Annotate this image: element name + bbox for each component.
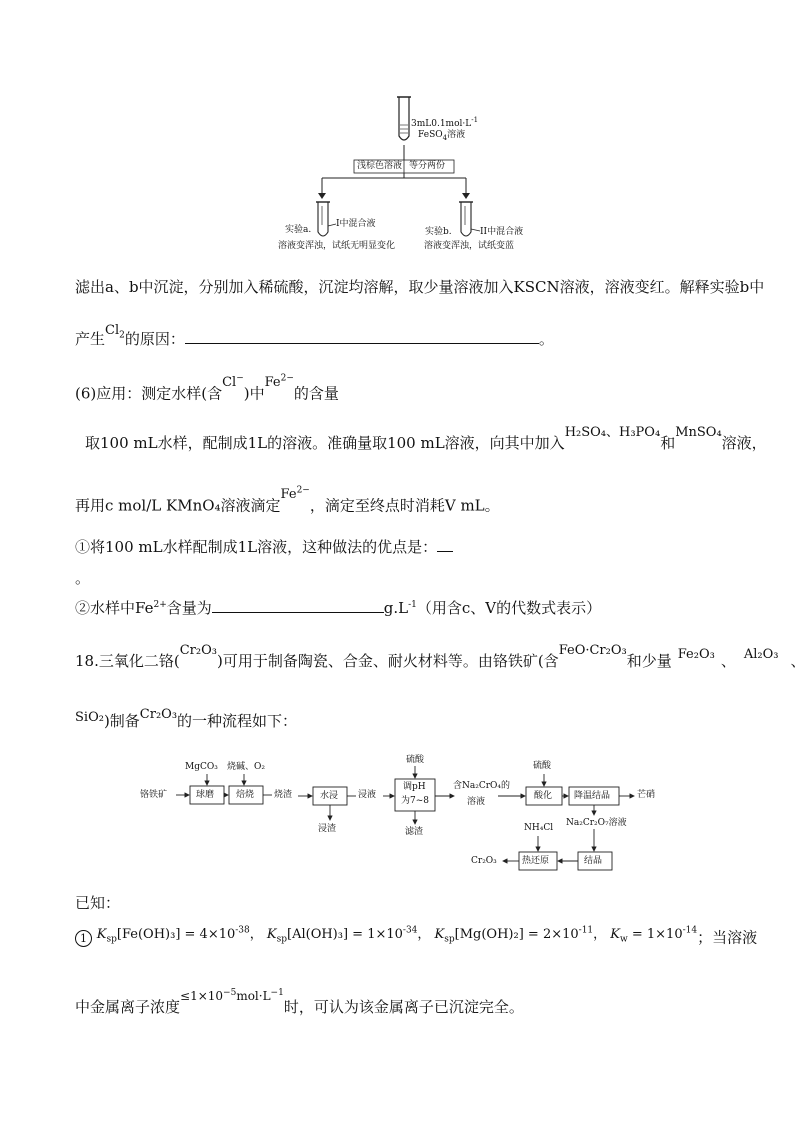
experiment-a-mix: I中混合液	[336, 219, 376, 229]
line-application: (6)应用：测定水样(含Cl−)中$Fe^{2-}$的含量	[75, 374, 339, 403]
circle-number-icon: 1	[75, 930, 92, 947]
flow-sulfuric-acid-1: 硫酸	[406, 755, 425, 765]
question-2: ②水样中$Fe^{2+}$含量为 $g.L^{-1}$（用含c、V的代数式表示）	[75, 599, 602, 617]
split-label: 浅棕色溶液	[357, 161, 403, 171]
line-filter-precipitate: 滤出a、b中沉淀，分别加入稀硫酸，沉淀均溶解，取少量溶液加入KSCN溶液，溶液变红。解释实验b中	[75, 278, 765, 296]
flow-acidify-label: 酸化	[534, 791, 553, 801]
known-precipitation-condition: 中金属离子浓度$^{\le 1\times 10^{-5}mol\cdot L^{-1}}$时，可认为该金属离子已沉淀完全。	[75, 988, 524, 1016]
flow-na2cr2o7: Na₂Cr₂O₇溶液	[566, 818, 627, 828]
known-ksp-line: 1 $K_{sp}[Fe(OH)_3] = 4\times 10^{-38}$， $K_{sp}[Al(OH)_3] = 1\times 10^{-34}$， $K_{sp}[Mg(OH)_2] = 2\times 10^{-11}$， $K_w = 1\times 10^{-14}$；当溶液	[75, 926, 757, 953]
line-procedure: 取100 mL水样，配制成1L的溶液。准确量取100 mL溶液，向其中加入H₂SO₄、H₃PO₄和MnSO₄溶液，	[85, 425, 767, 452]
experiment-a-result: 溶液变浑浊，试纸无明显变化	[278, 241, 396, 251]
flow-filter-residue: 滤渣	[405, 827, 424, 837]
experiment-b-result: 溶液变浑浊，试纸变蓝	[424, 241, 515, 251]
flow-ball-mill-label: 球磨	[196, 790, 215, 800]
flow-leach-residue: 浸渣	[318, 824, 337, 834]
flow-water-leach-label: 水浸	[320, 791, 339, 801]
flow-na2cro4-solution: 含Na₂CrO₄的	[453, 781, 511, 791]
flow-crystal-label: 结晶	[584, 856, 603, 866]
question-1-end: 。	[75, 569, 91, 587]
question-1: ①将100 mL水样配制成1L溶液，这种做法的优点是：	[75, 538, 453, 556]
experiment-a-label: 实验a.	[285, 225, 312, 235]
flow-roast-label: 焙烧	[236, 790, 255, 800]
flow-naoh-o2: 烧碱、O₂	[227, 762, 265, 772]
flow-adjust-ph-label: 调pH	[403, 782, 426, 792]
flow-heat-reduce-label: 热还原	[522, 856, 550, 866]
flow-sulfuric-acid-2: 硫酸	[533, 761, 552, 771]
experiment-b-mix: II中混合液	[480, 227, 524, 237]
question-18-line2: SiO₂)制备Cr₂O₃的一种流程如下：	[75, 707, 298, 730]
flow-start-ore: 铬铁矿	[140, 790, 168, 800]
flow-nh4cl: NH₄Cl	[524, 823, 554, 833]
flow-na2cro4-solution-2: 溶液	[467, 797, 486, 807]
tube-solution-label: FeSO$_4$溶液	[418, 130, 466, 142]
line-titration: 再用c mol/L KMnO₄溶液滴定$Fe^{2-}$，滴定至终点时消耗V mL。	[75, 486, 500, 515]
question-18-intro: 18.三氧化二铬(Cr₂O₃)可用于制备陶瓷、合金、耐火材料等。由铬铁矿(含FeO·Cr₂O₃和少量 Fe₂O₃ 、 Al₂O₃ 、	[75, 643, 806, 670]
flow-roast-residue: 烧渣	[274, 790, 293, 800]
flow-leachate: 浸液	[358, 790, 377, 800]
flow-adjust-ph-range: 为7~8	[401, 796, 429, 806]
flow-mgco3: MgCO₃	[185, 762, 218, 772]
tube-concentration-label: $3mL0.1mol\cdot L^{-1}$	[411, 116, 479, 129]
flow-product-cr2o3: Cr₂O₃	[471, 856, 497, 866]
line-cl2-reason: 产生$Cl_2$的原因： 。	[75, 323, 554, 348]
experiment-b-label: 实验b.	[425, 227, 452, 237]
flow-cool-crystallize-label: 降温结晶	[574, 791, 611, 801]
split-label-2: 等分两份	[409, 161, 446, 171]
known-heading: 已知：	[75, 894, 121, 912]
flow-mangxiao: 芒硝	[637, 790, 656, 800]
